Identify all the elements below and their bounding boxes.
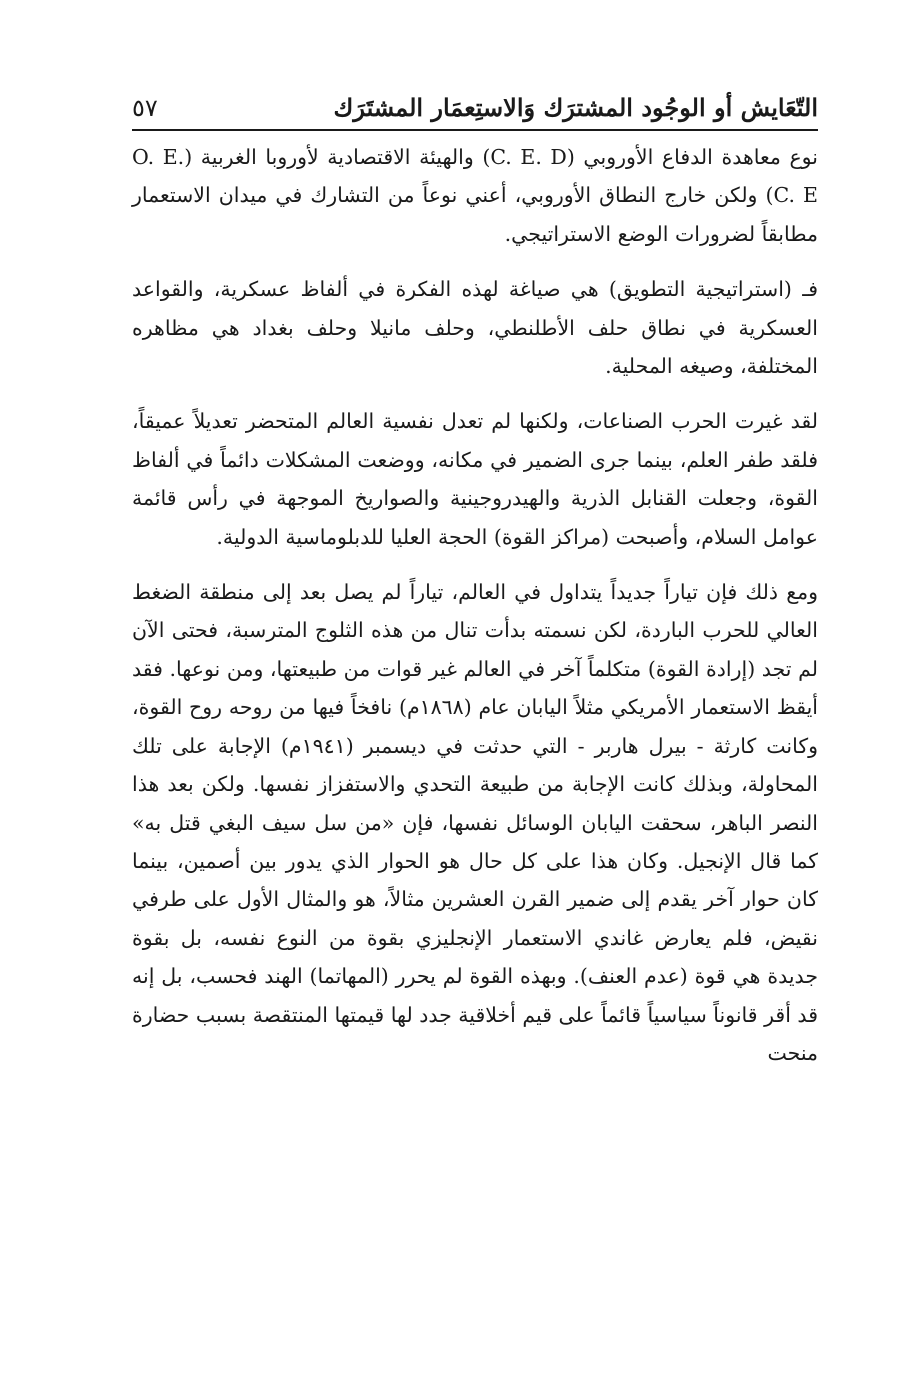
paragraph-3: لقد غيرت الحرب الصناعات، ولكنها لم تعدل نفسية العالم المتحضر تعديلاً عميقاً، فلقد طفر العلم، بينما جرى الضمير في مكانه، ووضعت المشكلات دائماً في ألفاظ القوة، وجعلت القنابل الذرية والهيدروجينية والصواريخ الموجهة في رأس قائمة عوامل السلام، وأصبحت (مراكز القوة) الحجة العليا للدبلوماسية الدولية. bbox=[132, 409, 818, 549]
paragraph-4: ومع ذلك فإن تياراً جديداً يتداول في العالم، تياراً لم يصل بعد إلى منطقة الضغط العالي للحرب الباردة، لكن نسمته بدأت تنال من هذه الثلوج المترسبة، فحتى الآن لم تجد (إرادة القوة) متكلماً آخر في العالم غير قوات من طبيعتها، ومن نوعها. فقد أيقظ الاستعمار الأمريكي مثلاً اليابان عام (١٨٦٨م) نافخاً فيها من روحه روح القوة، وكانت كارثة - بيرل هاربر - التي حدثت في ديسمبر (١٩٤١م) الإجابة على تلك المحاولة، وبذلك كانت الإجابة من طبيعة التحدي والاستفزاز نفسها. ولكن بعد هذا النصر الباهر، سحقت اليابان الوسائل نفسها، فإن «من سل سيف البغي قتل به» كما قال الإنجيل. وكان هذا على كل حال هو الحوار الذي يدور بين أصمين، بينما كان حوار آخر يقدم إلى ضمير القرن العشرين مثالاً، هو والمثال الأول على طرفي نقيض، فلم يعارض غاندي الاستعمار الإنجليزي بقوة من النوع نفسه، بل بقوة جديدة هي قوة (عدم العنف). وبهذه القوة لم يحرر (المهاتما) الهند فحسب، بل إنه قد أقر قانوناً سياسياً قائماً على قيم أخلاقية جدد لها قيمتها المنتقصة بسبب حضارة منحت bbox=[132, 580, 818, 1065]
header-title: التّعَايش أو الوجُود المشترَك وَالاستِعمَار المشتَرَك bbox=[333, 93, 818, 122]
paragraph-2: فـ (استراتيجية التطويق) هي صياغة لهذه الفكرة في ألفاظ عسكرية، والقواعد العسكرية في نطاق حلف الأطلنطي، وحلف مانيلا وحلف بغداد هي مظاهره المختلفة، وصيغه المحلية. bbox=[132, 277, 818, 379]
page-number: ٥٧ bbox=[132, 94, 158, 122]
paragraph-1: نوع معاهدة الدفاع الأوروبي (C. E. D) والهيئة الاقتصادية لأوروبا الغربية (O. E. C. E) ولكن خارج النطاق الأوروبي، أعني نوعاً من التشارك في ميدان الاستعمار مطابقاً لضرورات الوضع الاستراتيجي. bbox=[132, 145, 819, 246]
running-header bbox=[132, 88, 818, 128]
header-rule bbox=[132, 129, 818, 131]
body-text bbox=[132, 138, 818, 1089]
